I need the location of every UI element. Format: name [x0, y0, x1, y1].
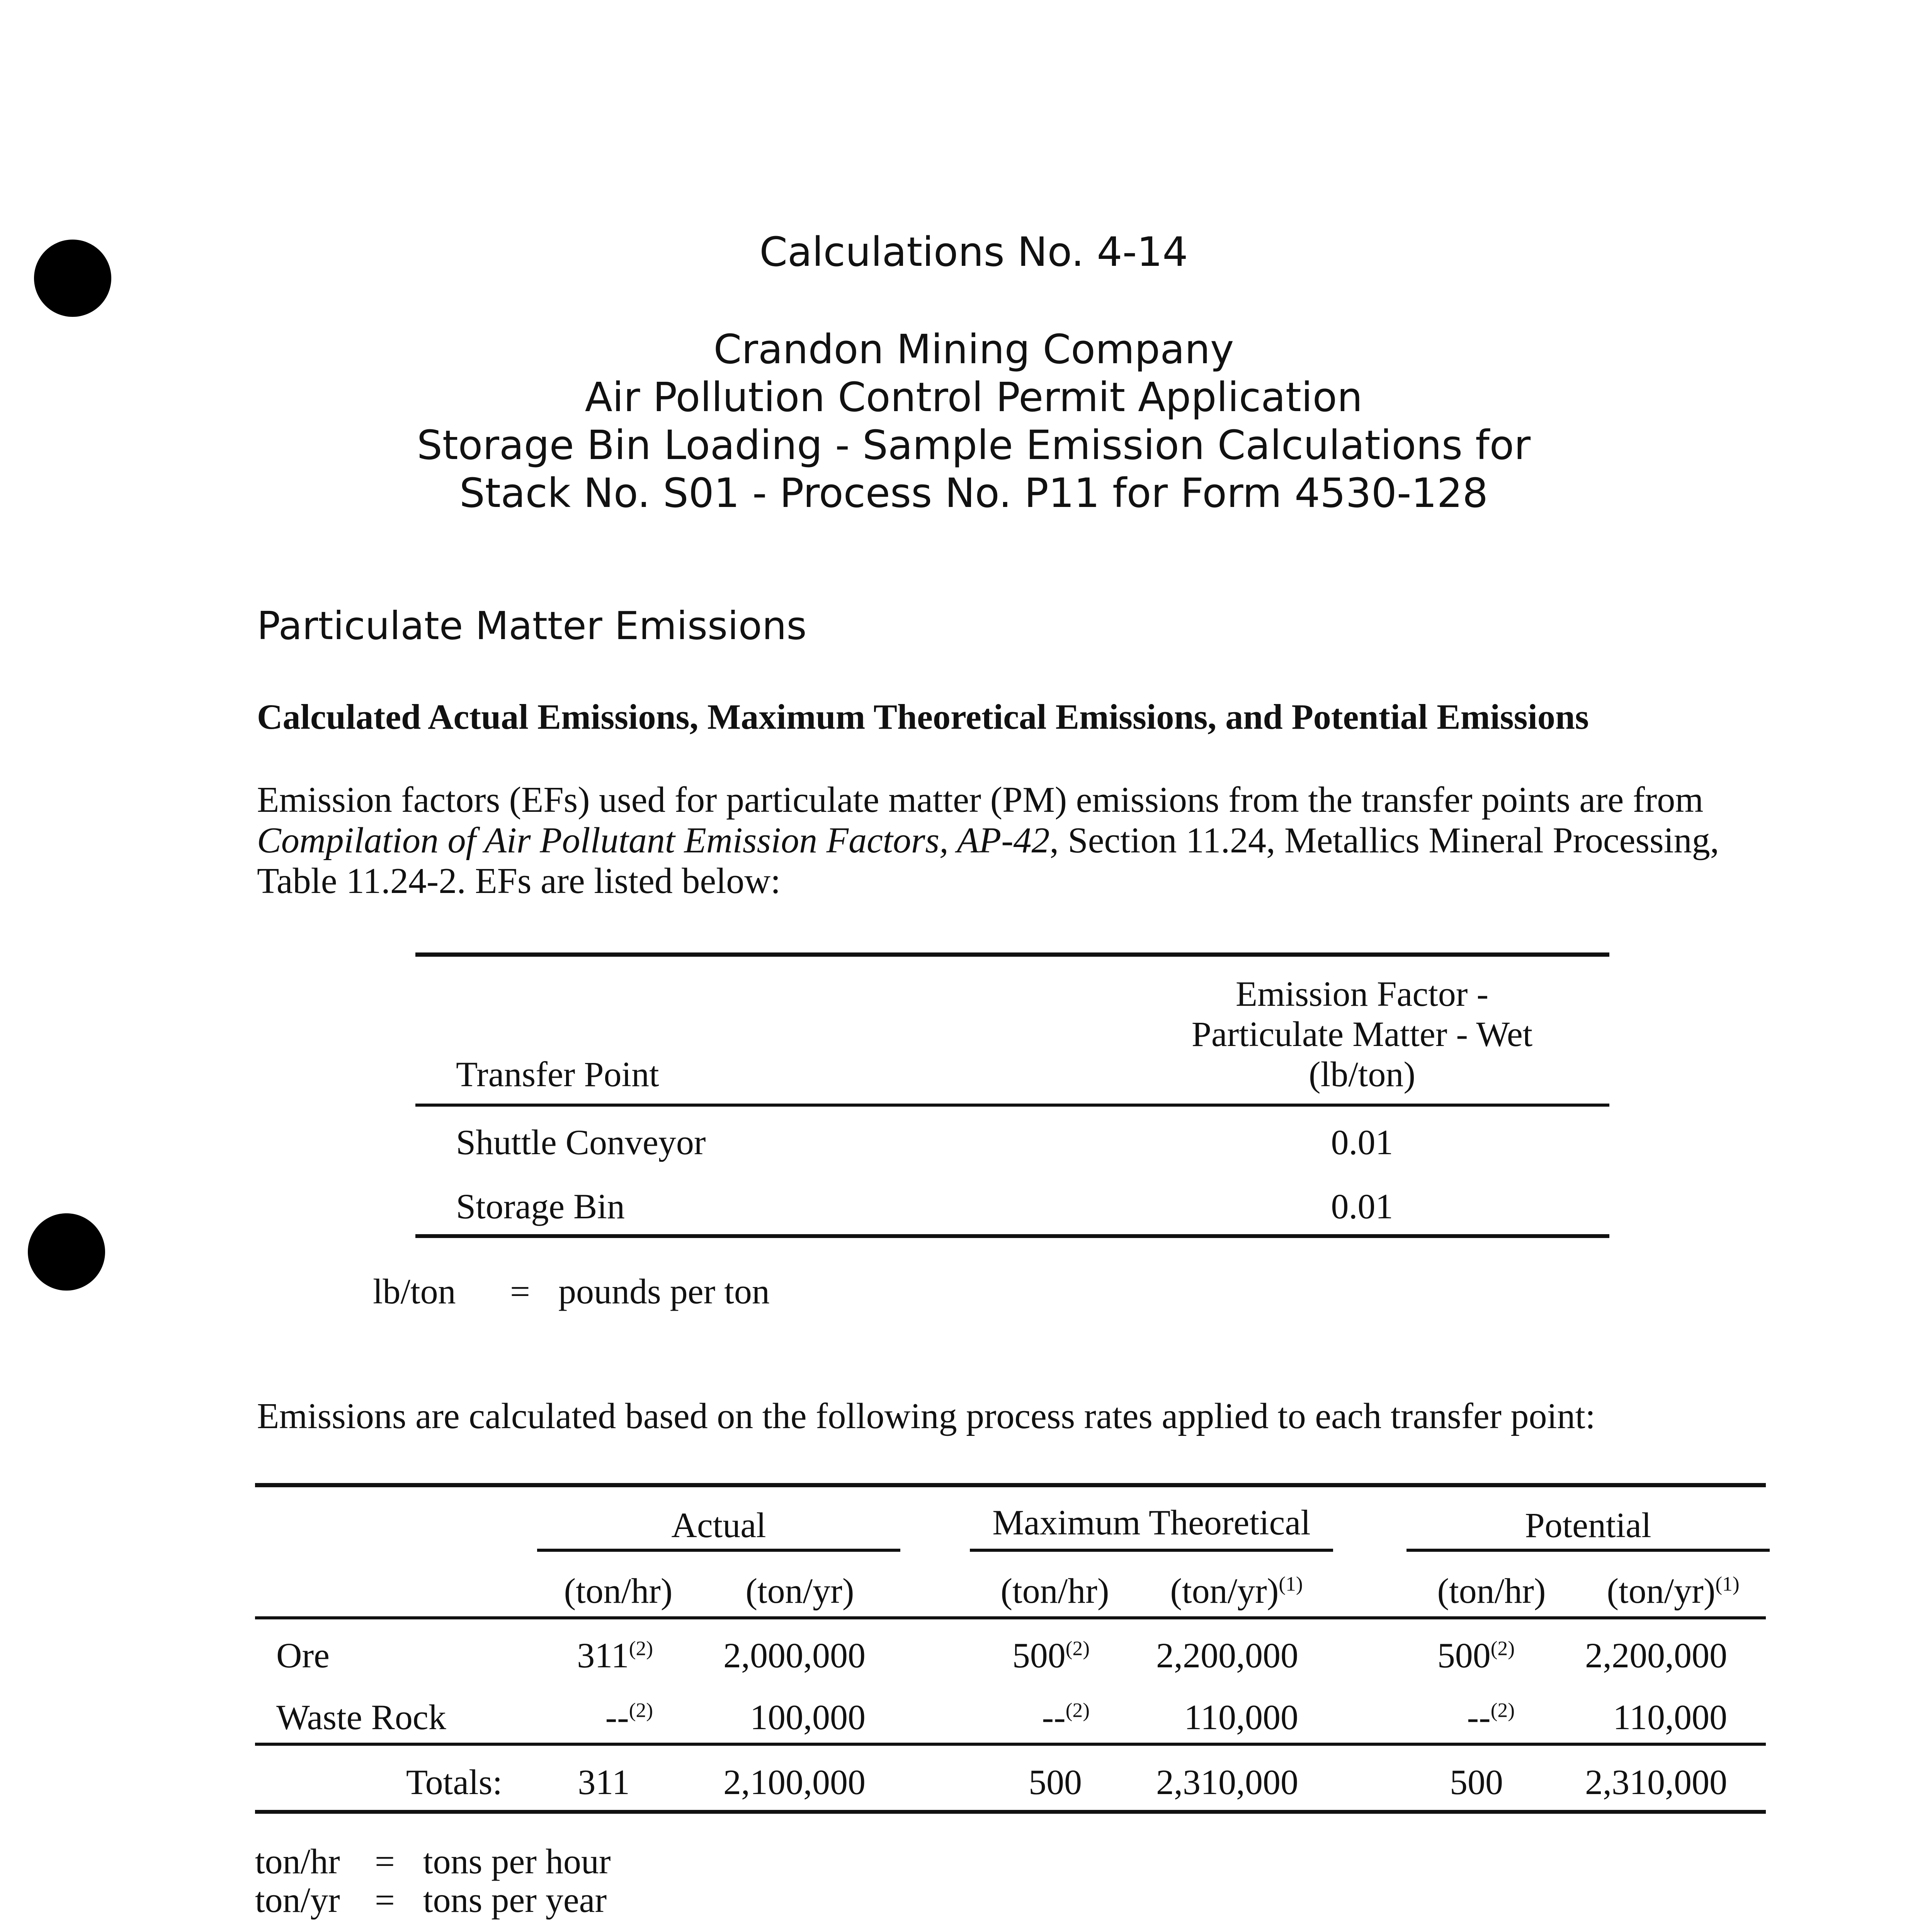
ef-table-header-rule	[415, 1104, 1609, 1107]
footnote-ref-2-waste-max: (2)	[1065, 1698, 1090, 1722]
subheader-pot-yr	[1584, 1571, 1762, 1611]
binder-hole-middle	[28, 1213, 105, 1291]
title-line-4: Stack No. S01 - Process No. P11 for Form 4530-128	[459, 469, 1488, 517]
section-heading: Particulate Matter Emissions	[257, 603, 807, 648]
waste-max-hr-value: --	[1042, 1697, 1066, 1737]
waste-max-yr: 110,000	[1184, 1697, 1298, 1737]
group-potential-rule	[1406, 1549, 1770, 1552]
rates-header-rule	[255, 1616, 1766, 1619]
subheader-max-yr-text: (ton/yr)	[1170, 1571, 1279, 1611]
intro-source-title: Compilation of Air Pollutant Emission Factors, AP-42	[257, 820, 1050, 861]
ore-actual-hr	[541, 1635, 653, 1675]
footnote-ref-2-waste-pot: (2)	[1490, 1698, 1515, 1722]
ore-max-hr	[974, 1635, 1090, 1675]
ore-actual-hr-value: 311	[577, 1636, 629, 1675]
rates-bottom-rule	[255, 1810, 1766, 1814]
group-maximum-theoretical: Maximum Theoretical	[992, 1503, 1311, 1542]
footnote-ref-1-pot: (1)	[1715, 1572, 1740, 1595]
subheader-pot-hr: (ton/hr)	[1437, 1571, 1546, 1611]
abbrev-ton-yr-definition: tons per year	[423, 1880, 607, 1920]
footnote-ref-2-waste-actual: (2)	[629, 1698, 653, 1722]
group-actual-rule	[537, 1549, 900, 1552]
ore-max-hr-value: 500	[1012, 1636, 1066, 1675]
waste-actual-hr	[541, 1697, 653, 1737]
abbrev-ton-hr-definition: tons per hour	[423, 1842, 611, 1881]
subheader-max-yr	[1148, 1571, 1325, 1611]
rates-totals-rule	[255, 1743, 1766, 1746]
ef-table-top-rule	[415, 952, 1609, 957]
ef-row-shuttle-conveyor: Shuttle Conveyor	[456, 1122, 706, 1162]
subheader-pot-yr-text: (ton/yr)	[1607, 1571, 1716, 1611]
intro-text-b: , Section 11.24, Metallics Mineral Processing, Table 11.24-2. EFs are listed below:	[257, 820, 1719, 901]
waste-pot-hr-value: --	[1467, 1697, 1491, 1737]
waste-pot-yr: 110,000	[1613, 1697, 1727, 1737]
abbrev-lb-ton-definition: pounds per ton	[558, 1272, 770, 1311]
title-line-1: Crandon Mining Company	[713, 326, 1234, 373]
totals-actual-hr: 311	[578, 1762, 630, 1802]
ore-actual-yr: 2,000,000	[723, 1636, 866, 1675]
totals-pot-hr: 500	[1450, 1762, 1503, 1802]
abbrev-ton-yr-term: ton/yr	[255, 1880, 340, 1920]
group-potential: Potential	[1525, 1505, 1651, 1545]
abbrev-ton-yr-eq: =	[375, 1880, 395, 1920]
ef-header-line-1: Emission Factor -	[1235, 974, 1489, 1014]
waste-actual-yr: 100,000	[750, 1697, 866, 1737]
totals-max-hr: 500	[1029, 1762, 1082, 1802]
ore-max-yr: 2,200,000	[1156, 1636, 1298, 1675]
ore-pot-hr-value: 500	[1437, 1636, 1491, 1675]
intro-text-a: Emission factors (EFs) used for particulate matter (PM) emissions from the transfer points are from	[257, 780, 1704, 820]
footnote-ref-2-ore-max: (2)	[1065, 1636, 1090, 1660]
row-label-ore: Ore	[276, 1636, 330, 1675]
group-actual: Actual	[671, 1505, 766, 1545]
process-rates-intro: Emissions are calculated based on the following process rates applied to each transfer point:	[257, 1396, 1595, 1436]
totals-pot-yr: 2,310,000	[1585, 1762, 1727, 1802]
row-label-waste-rock: Waste Rock	[276, 1697, 446, 1737]
ef-row-storage-bin-value: 0.01	[1331, 1187, 1393, 1226]
ef-table-bottom-rule	[415, 1234, 1609, 1238]
waste-max-hr	[974, 1697, 1090, 1737]
waste-actual-hr-value: --	[605, 1697, 629, 1737]
totals-actual-yr: 2,100,000	[723, 1762, 866, 1802]
ef-header-transfer-point: Transfer Point	[456, 1054, 659, 1094]
intro-paragraph	[257, 780, 1764, 901]
title-line-3: Storage Bin Loading - Sample Emission Calculations for	[417, 422, 1531, 469]
waste-pot-hr	[1391, 1697, 1515, 1737]
group-maximum-rule	[970, 1549, 1333, 1552]
subheader-max-hr: (ton/hr)	[1000, 1571, 1109, 1611]
ef-header-line-2: Particulate Matter - Wet	[1191, 1014, 1533, 1054]
ore-pot-yr: 2,200,000	[1585, 1636, 1727, 1675]
ore-pot-hr	[1391, 1635, 1515, 1675]
title-line-2: Air Pollution Control Permit Application	[585, 374, 1363, 421]
abbrev-lb-ton-term: lb/ton	[373, 1272, 456, 1311]
ef-header-line-3: (lb/ton)	[1309, 1054, 1415, 1094]
abbrev-lb-ton-eq: =	[510, 1272, 530, 1311]
abbrev-ton-hr-eq: =	[375, 1842, 395, 1881]
subheading: Calculated Actual Emissions, Maximum Theoretical Emissions, and Potential Emissions	[257, 697, 1589, 736]
subheader-actual-yr: (ton/yr)	[745, 1571, 854, 1611]
footnote-ref-2-ore-pot: (2)	[1490, 1636, 1515, 1660]
ef-row-storage-bin: Storage Bin	[456, 1187, 625, 1226]
rates-top-rule	[255, 1483, 1766, 1487]
calculation-number: Calculations No. 4-14	[759, 228, 1188, 276]
footnote-ref-1-max: (1)	[1279, 1572, 1303, 1595]
ef-row-shuttle-conveyor-value: 0.01	[1331, 1122, 1393, 1162]
footnote-ref-2-ore-actual: (2)	[629, 1636, 653, 1660]
abbrev-ton-hr-term: ton/hr	[255, 1842, 340, 1881]
totals-max-yr: 2,310,000	[1156, 1762, 1298, 1802]
subheader-actual-hr: (ton/hr)	[564, 1571, 673, 1611]
totals-label: Totals:	[406, 1762, 502, 1802]
